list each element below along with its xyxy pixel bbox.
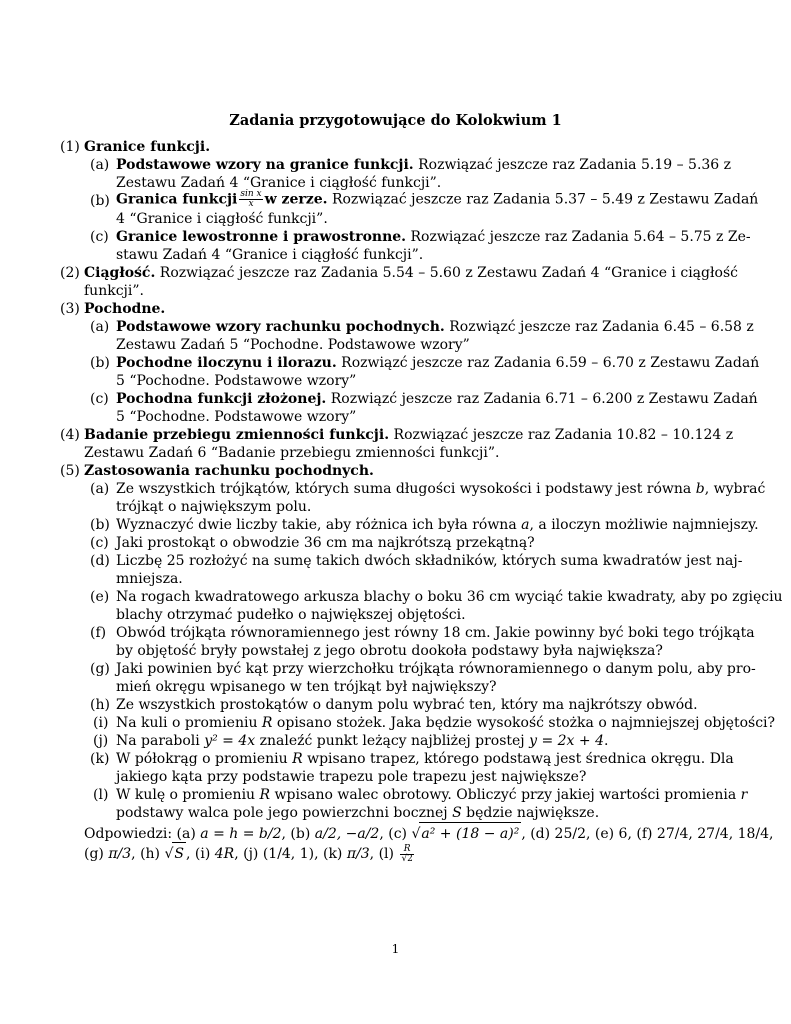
item-5d-line2: mniejsza. — [116, 571, 183, 587]
item-5h-label: (h) — [90, 697, 110, 713]
section-4-line1: Badanie przebiegu zmienności funkcji. Rozwiązać jeszcze raz Zadania 10.82 – 10.124 z — [84, 427, 734, 443]
item-1b-line1: Granica funkcji $\frac{\text{sin x}}{x}$ w zerze. Rozwiązać jeszcze raz Zadania 5.37 – 5.49 z Zestawu Zadań — [116, 189, 759, 209]
section-3-heading: Pochodne. — [84, 301, 166, 317]
section-2-line2: funkcji”. — [84, 283, 144, 299]
answer-h-radical: S — [172, 842, 186, 865]
answers-line1: Odpowiedzi: (a) a = h = b/2, (b) a/2, −a/2, (c) √a² + (18 − a)² , (d) 25/2, (e) 6, (f) 27/4, 27/4, 18/4, — [84, 822, 773, 845]
item-5e-label: (e) — [90, 589, 110, 605]
section-2-line1: Ciągłość. Rozwiązać jeszcze raz Zadania 5.54 – 5.60 z Zestawu Zadań 4 “Granice i ciągłość — [84, 265, 738, 281]
item-1c-label: (c) — [90, 229, 109, 245]
item-5k-label: (k) — [90, 751, 110, 767]
item-1c-line1: Granice lewostronne i prawostronne. Rozwiązać jeszcze raz Zadania 5.64 – 5.75 z Ze- — [116, 229, 751, 245]
item-1b-label: (b) — [90, 193, 110, 209]
item-1a-line1: Podstawowe wzory na granice funkcji. Rozwiązać jeszcze raz Zadania 5.19 – 5.36 z — [116, 157, 732, 173]
answer-l-fraction: $\frac{R}{√2}$ — [401, 843, 413, 864]
item-5j-label: (j) — [93, 733, 109, 749]
item-3a-label: (a) — [90, 319, 110, 335]
page-number: 1 — [391, 942, 400, 956]
item-5f-label: (f) — [90, 625, 107, 641]
item-3a-line1: Podstawowe wzory rachunku pochodnych. Rozwiązć jeszcze raz Zadania 6.45 – 6.58 z — [116, 319, 754, 335]
item-3b-line2: 5 “Pochodne. Podstawowe wzory” — [116, 373, 357, 389]
item-5g-label: (g) — [90, 661, 110, 677]
item-5d-line1: Liczbę 25 rozłożyć na sumę takich dwóch składników, których suma kwadratów jest naj- — [116, 553, 743, 569]
section-2-number: (2) — [60, 265, 80, 281]
section-5-heading: Zastosowania rachunku pochodnych. — [84, 463, 374, 479]
item-5d-label: (d) — [90, 553, 110, 569]
item-5g-line1: Jaki powinien być kąt przy wierzchołku trójkąta równoramiennego o danym polu, aby pro- — [116, 661, 756, 677]
item-5f-line1: Obwód trójkąta równoramiennego jest równy 18 cm. Jakie powinny być boki tego trójkąta — [116, 625, 755, 641]
item-5c-line1: Jaki prostokąt o obwodzie 36 cm ma najkrótszą przekątną? — [116, 535, 535, 551]
item-3b-line1: Pochodne iloczynu i ilorazu. Rozwiązć jeszcze raz Zadania 6.59 – 6.70 z Zestawu Zadań — [116, 355, 760, 371]
item-5e-line2: blachy otrzymać pudełko o największej objętości. — [116, 607, 466, 623]
item-5g-line2: mień okręgu wpisanego w ten trójkąt był największy? — [116, 679, 497, 695]
section-3-number: (3) — [60, 301, 80, 317]
item-5a-line1: Ze wszystkich trójkątów, których suma długości wysokości i podstawy jest równa b, wybrać — [116, 481, 766, 497]
page-title: Zadania przygotowujące do Kolokwium 1 — [229, 112, 562, 129]
sinx-over-x-fraction: $\frac{\text{sin x}}{x}$ — [240, 189, 262, 209]
item-5k-line1: W półokrąg o promieniu R wpisano trapez, którego podstawą jest średnica okręgu. Dla — [116, 751, 734, 767]
item-5i-label: (i) — [93, 715, 109, 731]
item-5k-line2: jakiego kąta przy podstawie trapezu pole trapezu jest największe? — [116, 769, 587, 785]
item-1a-line2: Zestawu Zadań 4 “Granice i ciągłość funkcji”. — [116, 175, 442, 191]
item-5f-line2: by objętość bryły powstałej z jego obrotu dookoła podstawy była największa? — [116, 643, 663, 659]
answer-c-radical: a² + (18 − a)² — [419, 822, 521, 845]
section-1-heading: Granice funkcji. — [84, 139, 211, 155]
section-4-line2: Zestawu Zadań 6 “Badanie przebiegu zmienności funkcji”. — [84, 445, 500, 461]
item-5a-line2: trójkąt o największym polu. — [116, 499, 312, 515]
answers-line2: (g) π/3, (h) √S , (i) 4R, (j) (1/4, 1), (k) π/3, (l) $\frac{R}{√2}$ — [84, 843, 413, 864]
item-3c-line1: Pochodna funkcji złożonej. Rozwiązć jeszcze raz Zadania 6.71 – 6.200 z Zestawu Zadań — [116, 391, 758, 407]
item-5i-line1: Na kuli o promieniu R opisano stożek. Jaka będzie wysokość stożka o najmniejszej objętości? — [116, 715, 776, 731]
item-5b-line1: Wyznaczyć dwie liczby takie, aby różnica ich była równa a, a iloczyn możliwie najmniejszy. — [116, 517, 759, 533]
item-5l-label: (l) — [93, 787, 109, 803]
item-5j-line1: Na paraboli y² = 4x znaleźć punkt leżący najbliżej prostej y = 2x + 4. — [116, 733, 609, 749]
item-5l-line1: W kulę o promieniu R wpisano walec obrotowy. Obliczyć przy jakiej wartości promienia r — [116, 787, 748, 803]
item-3c-label: (c) — [90, 391, 109, 407]
item-1b-line2: 4 “Granice i ciągłość funkcji”. — [116, 211, 328, 227]
section-1-number: (1) — [60, 139, 80, 155]
item-3b-label: (b) — [90, 355, 110, 371]
item-3c-line2: 5 “Pochodne. Podstawowe wzory” — [116, 409, 357, 425]
item-5b-label: (b) — [90, 517, 110, 533]
item-3a-line2: Zestawu Zadań 5 “Pochodne. Podstawowe wzory” — [116, 337, 470, 353]
item-1c-line2: stawu Zadań 4 “Granice i ciągłość funkcji”. — [116, 247, 424, 263]
item-1a-label: (a) — [90, 157, 110, 173]
item-5c-label: (c) — [90, 535, 109, 551]
item-5a-label: (a) — [90, 481, 110, 497]
section-5-number: (5) — [60, 463, 80, 479]
section-4-number: (4) — [60, 427, 80, 443]
item-5e-line1: Na rogach kwadratowego arkusza blachy o boku 36 cm wyciąć takie kwadraty, aby po zgięciu — [116, 589, 783, 605]
item-5h-line1: Ze wszystkich prostokątów o danym polu wybrać ten, który ma najkrótszy obwód. — [116, 697, 698, 713]
item-5l-line2: podstawy walca pole jego powierzchni bocznej S będzie największe. — [116, 805, 600, 821]
